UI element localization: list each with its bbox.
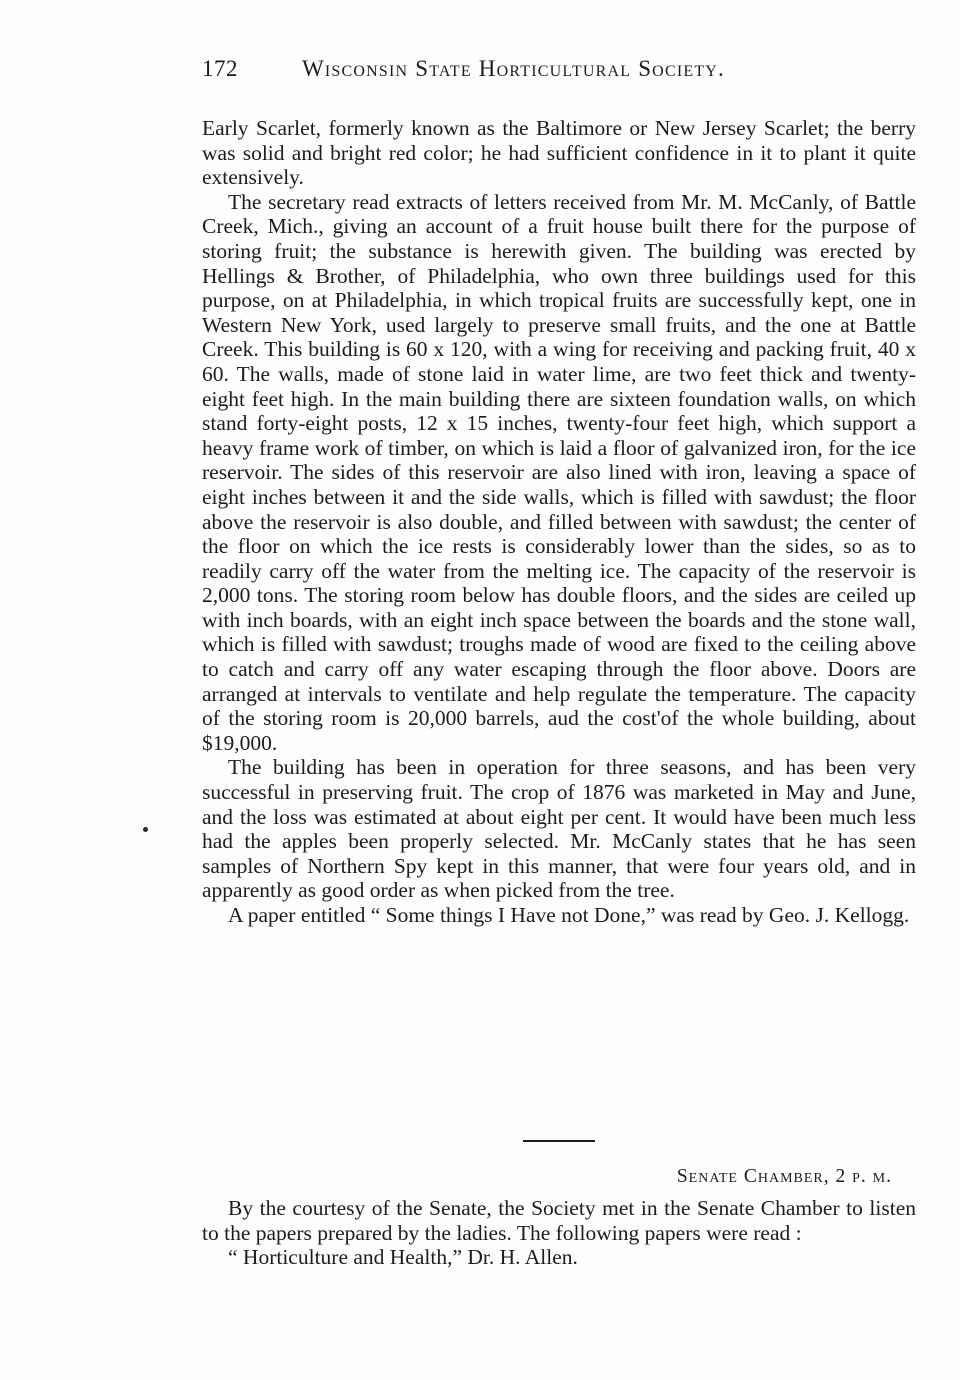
- paragraph-fruit-house: The secretary read extracts of letters received from Mr. M. McCanly, of Battle Creek, Mich., giving an account of a fruit house built there for the purpose of storing fruit; the substance is herewith given. The building was erected by Hellings & Brother, of Philadelphia, who own three buildings used for this purpose, on at Philadelphia, in which tropical fruits are successfully kept, one in Western New York, used largely to preserve small fruits, and the one at Battle Creek. This building is 60 x 120, with a wing for receiving and packing fruit, 40 x 60. The walls, made of stone laid in water lime, are two feet thick and twenty-eight feet high. In the main building there are sixteen foundation walls, on which stand forty-eight posts, 12 x 15 inches, twenty-four feet high, which support a heavy frame work of timber, on which is laid a floor of galvanized iron, for the ice reservoir. The sides of this reservoir are also lined with iron, leaving a space of eight inches between it and the side walls, which is filled with sawdust; the floor above the reservoir is also double, and filled between with sawdust; the center of the floor on which the ice rests is considerably lower than the sides, so as to readily carry off the water from the melting ice. The capacity of the reservoir is 2,000 tons. The storing room below has double floors, and the sides are ceiled up with inch boards, with an eight inch space between the boards and the stone wall, which is filled with sawdust; troughs made of wood are fixed to the ceiling above to catch and carry off any water escaping through the floor above. Doors are arranged at intervals to ventilate and help regulate the temperature. The capacity of the storing room is 20,000 barrels, aud the cost'of the whole building, about $19,000.: [202, 189, 916, 755]
- stray-ink-mark: [143, 827, 148, 832]
- section-text: [202, 1196, 916, 1270]
- paragraph-senate-courtesy: By the courtesy of the Senate, the Society met in the Senate Chamber to listen to the papers prepared by the ladies. The following papers were read :: [202, 1196, 916, 1245]
- running-head: [202, 56, 916, 88]
- paragraph-kellogg-paper: A paper entitled “ Some things I Have not Done,” was read by Geo. J. Kellogg.: [228, 903, 910, 927]
- paragraph-horticulture-health: “ Horticulture and Health,” Dr. H. Allen.: [228, 1245, 578, 1270]
- section-divider: [523, 1140, 595, 1142]
- page-number: 172: [202, 56, 238, 81]
- paragraph-early-scarlet: Early Scarlet, formerly known as the Baltimore or New Jersey Scarlet; the berry was solid and bright red color; he had sufficient confidence in it to plant it quite extensively.: [202, 116, 916, 190]
- running-head-title: Wisconsin State Horticultural Society.: [302, 56, 725, 81]
- paragraph-building-operation: The building has been in operation for three seasons, and has been very successful in preserving fruit. The crop of 1876 was marketed in May and June, and the loss was estimated at about eight per cent. It would have been much less had the apples been properly selected. Mr. McCanly states that he has seen samples of Northern Spy kept in this manner, that were four years old, and in apparently as good order as when picked from the tree.: [202, 755, 916, 903]
- section-heading: Senate Chamber, 2 p. m.: [676, 1166, 892, 1187]
- main-text: [202, 116, 916, 928]
